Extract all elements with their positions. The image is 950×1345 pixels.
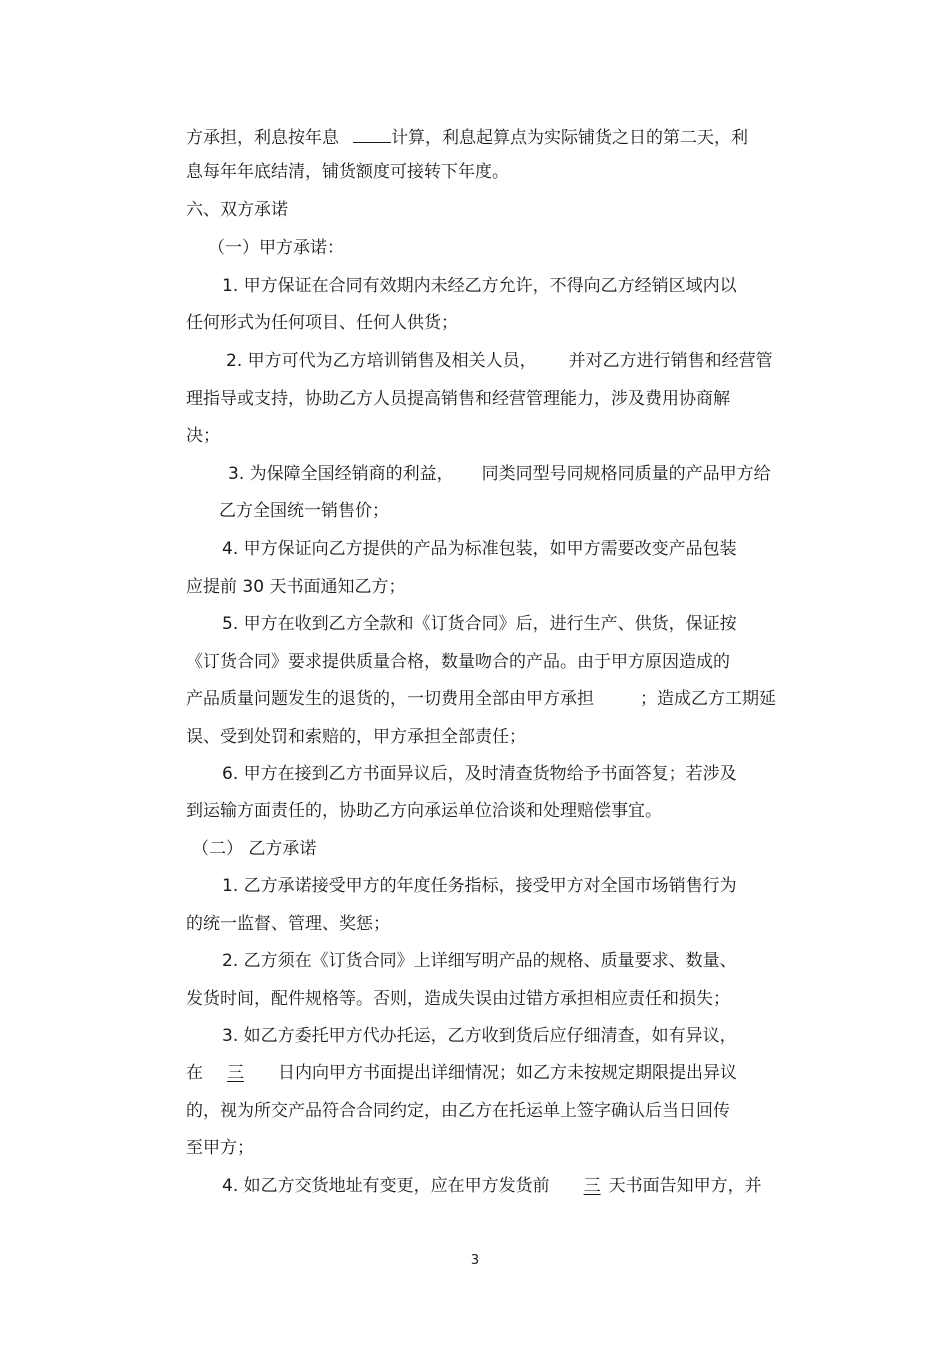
- text-line: 理指导或支持，协助乙方人员提高销售和经营管理能力，涉及费用协商解: [186, 389, 730, 409]
- text-line: 《订货合同》要求提供质量合格，数量吻合的产品。由于甲方原因造成的: [186, 652, 730, 672]
- text-span: 2. 甲方可代为乙方培训销售及相关人员，: [226, 351, 537, 371]
- text-span: 产品质量问题发生的退货的，一切费用全部由甲方承担: [186, 689, 594, 709]
- subsection-heading: （二） 乙方承诺: [192, 839, 317, 859]
- text-line: [186, 124, 748, 149]
- text-span: ；造成乙方工期延: [640, 689, 776, 709]
- text-line: [186, 1062, 737, 1084]
- subsection-heading: （一）甲方承诺：: [208, 238, 344, 258]
- text-line: 3. 如乙方委托甲方代办托运，乙方收到货后应仔细清查，如有异议，: [222, 1026, 737, 1046]
- text-line: 误、受到处罚和索赔的，甲方承担全部责任；: [186, 727, 526, 747]
- text-line: 息每年年底结清，铺货额度可接转下年度。: [186, 162, 509, 182]
- text-line: 1. 甲方保证在合同有效期内未经乙方允许，不得向乙方经销区域内以: [222, 276, 737, 296]
- text-line: 2. 乙方须在《订货合同》上详细写明产品的规格、质量要求、数量、: [222, 951, 737, 971]
- text-span: 并对乙方进行销售和经营管: [568, 351, 773, 371]
- text-span: 4. 如乙方交货地址有变更，应在甲方发货前: [222, 1176, 550, 1196]
- text-line: [222, 1175, 762, 1197]
- text-span: 天书面告知甲方，并: [608, 1176, 762, 1196]
- text-span: 同类同型号同规格同质量的产品甲方给: [481, 464, 771, 484]
- text-line: 应提前 30 天书面通知乙方；: [186, 577, 406, 597]
- text-line: 的统一监督、管理、奖惩；: [186, 914, 390, 934]
- text-line: 的，视为所交产品符合合同约定，由乙方在托运单上签字确认后当日回传: [186, 1101, 730, 1121]
- text-span: 日内向甲方书面提出详细情况；如乙方未按规定期限提出异议: [278, 1063, 737, 1083]
- underlined-value: [574, 1176, 609, 1196]
- filled-value: 三: [227, 1063, 244, 1083]
- text-line: 4. 甲方保证向乙方提供的产品为标准包装，如甲方需要改变产品包装: [222, 539, 737, 559]
- blank-field: [353, 124, 391, 143]
- text-line: 乙方全国统一销售价；: [219, 501, 389, 521]
- text-line: 6. 甲方在接到乙方书面异议后，及时清查货物给予书面答复；若涉及: [222, 764, 737, 784]
- text-line: 5. 甲方在收到乙方全款和《订货合同》后，进行生产、供货，保证按: [222, 614, 737, 634]
- text-span: 方承担，利息按年息: [186, 128, 339, 148]
- text-span: 3. 为保障全国经销商的利益，: [228, 464, 454, 484]
- text-line: 决；: [186, 426, 220, 446]
- text-line: [186, 688, 776, 710]
- text-line: [226, 350, 773, 372]
- text-line: 到运输方面责任的，协助乙方向承运单位洽谈和处理赔偿事宜。: [186, 801, 662, 821]
- text-line: 发货时间，配件规格等。否则，造成失误由过错方承担相应责任和损失；: [186, 989, 730, 1009]
- text-line: 1. 乙方承诺接受甲方的年度任务指标，接受甲方对全国市场销售行为: [222, 876, 737, 896]
- text-span: 在: [186, 1063, 203, 1083]
- section-heading: 六、双方承诺: [186, 200, 288, 220]
- page-number: 3: [470, 1253, 480, 1268]
- text-line: 至甲方；: [186, 1138, 254, 1158]
- filled-value: 三: [583, 1176, 601, 1196]
- text-line: [228, 463, 771, 485]
- text-span: 计算，利息起算点为实际铺货之日的第二天，利: [391, 128, 748, 148]
- text-line: 任何形式为任何项目、任何人供货；: [186, 313, 458, 333]
- underlined-value: [207, 1063, 264, 1083]
